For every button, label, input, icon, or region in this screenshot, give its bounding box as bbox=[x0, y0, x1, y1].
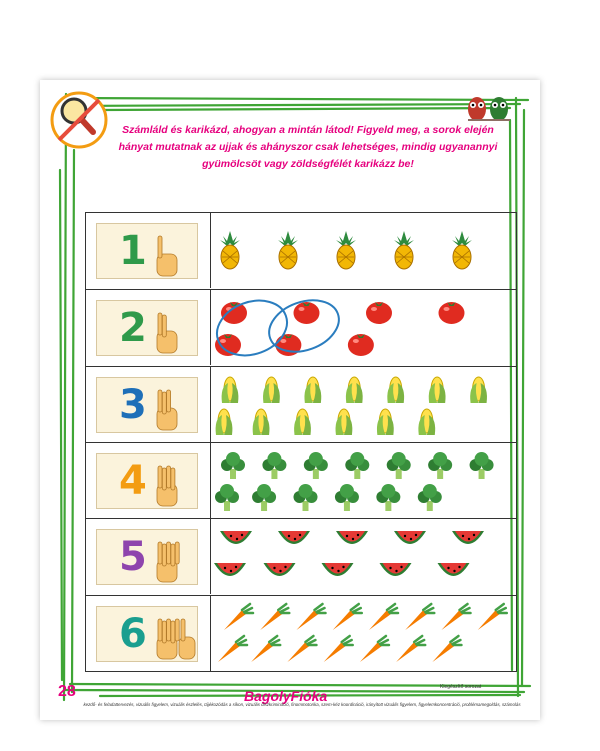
tomato-icon[interactable] bbox=[294, 302, 320, 324]
number-card bbox=[96, 453, 198, 509]
row-number: 2 bbox=[119, 305, 147, 352]
corn-icon[interactable] bbox=[346, 377, 363, 403]
number-cell bbox=[86, 290, 211, 365]
carrot-icon[interactable] bbox=[260, 604, 289, 630]
watermelon-icon[interactable] bbox=[264, 563, 296, 576]
items-cell bbox=[212, 290, 516, 365]
broccoli-icon[interactable] bbox=[252, 484, 276, 511]
items-svg bbox=[212, 367, 516, 442]
items-svg bbox=[212, 290, 516, 365]
instruction-text: Számláld és karikázd, ahogyan a mintán látod! Figyeld meg, a sorok elején hányat mutatnak az ujjak és ahányszor csak lehetséges, mindig ugyanannyi gyümölcsöt vagy zöldségfélét karikázz be! bbox=[118, 124, 498, 170]
broccoli-icon[interactable] bbox=[221, 452, 245, 479]
broccoli-icon[interactable] bbox=[376, 484, 400, 511]
magnifier-icon bbox=[49, 88, 111, 150]
owls-logo-icon bbox=[466, 92, 512, 122]
items-svg bbox=[212, 596, 516, 671]
grid-row-6 bbox=[86, 595, 516, 671]
broccoli-icon[interactable] bbox=[304, 452, 328, 479]
number-cell bbox=[86, 367, 211, 442]
pineapple-icon[interactable] bbox=[452, 231, 472, 269]
grid-row-3 bbox=[86, 366, 516, 442]
corn-icon[interactable] bbox=[470, 377, 487, 403]
counting-hand-icon bbox=[155, 462, 197, 508]
tomato-icon[interactable] bbox=[366, 302, 392, 324]
broccoli-icon[interactable] bbox=[428, 452, 452, 479]
counting-hand-icon bbox=[155, 538, 197, 584]
carrot-icon[interactable] bbox=[224, 604, 253, 630]
broccoli-icon[interactable] bbox=[470, 452, 494, 479]
items-svg bbox=[212, 519, 516, 594]
corn-icon[interactable] bbox=[216, 409, 233, 435]
items-svg bbox=[212, 443, 516, 518]
carrot-icon[interactable] bbox=[405, 604, 434, 630]
number-card bbox=[96, 377, 198, 433]
carrot-icon[interactable] bbox=[333, 604, 362, 630]
broccoli-icon[interactable] bbox=[387, 452, 411, 479]
broccoli-icon[interactable] bbox=[215, 484, 239, 511]
number-cell bbox=[86, 443, 211, 518]
row-number: 3 bbox=[119, 381, 147, 428]
tomato-icon[interactable] bbox=[348, 334, 374, 356]
watermelon-icon[interactable] bbox=[214, 563, 246, 576]
broccoli-icon[interactable] bbox=[335, 484, 359, 511]
grid-row-1 bbox=[86, 213, 516, 288]
number-card bbox=[96, 300, 198, 356]
pineapple-icon[interactable] bbox=[394, 231, 414, 269]
row-number: 6 bbox=[119, 610, 147, 657]
pineapple-icon[interactable] bbox=[336, 231, 356, 269]
grid-row-4 bbox=[86, 442, 516, 518]
pineapple-icon[interactable] bbox=[220, 231, 240, 269]
counting-hand-icon bbox=[155, 232, 197, 278]
carrot-icon[interactable] bbox=[251, 636, 280, 662]
corn-icon[interactable] bbox=[304, 377, 321, 403]
broccoli-icon[interactable] bbox=[418, 484, 442, 511]
grid-row-5 bbox=[86, 518, 516, 594]
tomato-icon[interactable] bbox=[439, 302, 465, 324]
carrot-icon[interactable] bbox=[442, 604, 471, 630]
row-number: 5 bbox=[119, 534, 147, 581]
broccoli-icon[interactable] bbox=[345, 452, 369, 479]
items-cell bbox=[212, 213, 516, 288]
watermelon-icon[interactable] bbox=[380, 563, 412, 576]
page-number: 28 bbox=[58, 683, 76, 700]
number-card bbox=[96, 529, 198, 585]
carrot-icon[interactable] bbox=[360, 636, 389, 662]
tomato-icon[interactable] bbox=[215, 334, 241, 356]
corn-icon[interactable] bbox=[263, 377, 280, 403]
items-cell bbox=[212, 367, 516, 442]
number-card bbox=[96, 223, 198, 279]
grid-row-2 bbox=[86, 289, 516, 365]
items-svg bbox=[212, 213, 516, 288]
broccoli-icon[interactable] bbox=[294, 484, 318, 511]
row-number: 4 bbox=[119, 457, 147, 504]
items-cell bbox=[212, 519, 516, 594]
watermelon-icon[interactable] bbox=[438, 563, 470, 576]
items-cell bbox=[212, 596, 516, 671]
corn-icon[interactable] bbox=[429, 377, 446, 403]
corn-icon[interactable] bbox=[377, 409, 394, 435]
carrot-icon[interactable] bbox=[369, 604, 398, 630]
number-cell bbox=[86, 519, 211, 594]
number-cell bbox=[86, 213, 211, 288]
number-cell bbox=[86, 596, 211, 671]
watermelon-icon[interactable] bbox=[394, 531, 426, 544]
tomato-icon[interactable] bbox=[221, 302, 247, 324]
watermelon-icon[interactable] bbox=[336, 531, 368, 544]
corn-icon[interactable] bbox=[336, 409, 353, 435]
carrot-icon[interactable] bbox=[297, 604, 326, 630]
carrot-icon[interactable] bbox=[287, 636, 316, 662]
corn-icon[interactable] bbox=[222, 377, 239, 403]
carrot-icon[interactable] bbox=[432, 636, 461, 662]
corn-icon[interactable] bbox=[418, 409, 435, 435]
pineapple-icon[interactable] bbox=[278, 231, 298, 269]
example-circle bbox=[262, 291, 346, 361]
corn-icon[interactable] bbox=[387, 377, 404, 403]
counting-hand-icon bbox=[155, 309, 197, 355]
watermelon-icon[interactable] bbox=[452, 531, 484, 544]
carrot-icon[interactable] bbox=[324, 636, 353, 662]
series-label: Kiegészítő sorozat bbox=[440, 684, 482, 690]
corn-icon[interactable] bbox=[294, 409, 311, 435]
number-card bbox=[96, 606, 198, 662]
corn-icon[interactable] bbox=[253, 409, 270, 435]
brand-logo: BagolyFióka bbox=[244, 688, 328, 704]
row-number: 1 bbox=[119, 228, 147, 274]
broccoli-icon[interactable] bbox=[262, 452, 286, 479]
watermelon-icon[interactable] bbox=[322, 563, 354, 576]
carrot-icon[interactable] bbox=[478, 604, 507, 630]
skills-text: kezdő- és feladattervezés, vizuális figyelem, vizuális észlelés, tájékozódás a síkon, vizuális diszkrimináció, finommotorika, szem-kéz koordináció, irányított vizuális figyelem, figyelemkoncentráció, problémamegoldás, számolás bbox=[83, 702, 521, 707]
counting-grid bbox=[85, 212, 517, 672]
watermelon-icon[interactable] bbox=[278, 531, 310, 544]
counting-hand-icon bbox=[155, 386, 197, 432]
carrot-icon[interactable] bbox=[218, 636, 247, 662]
items-cell bbox=[212, 443, 516, 518]
watermelon-icon[interactable] bbox=[220, 531, 252, 544]
counting-hand-icon bbox=[155, 615, 197, 661]
carrot-icon[interactable] bbox=[396, 636, 425, 662]
